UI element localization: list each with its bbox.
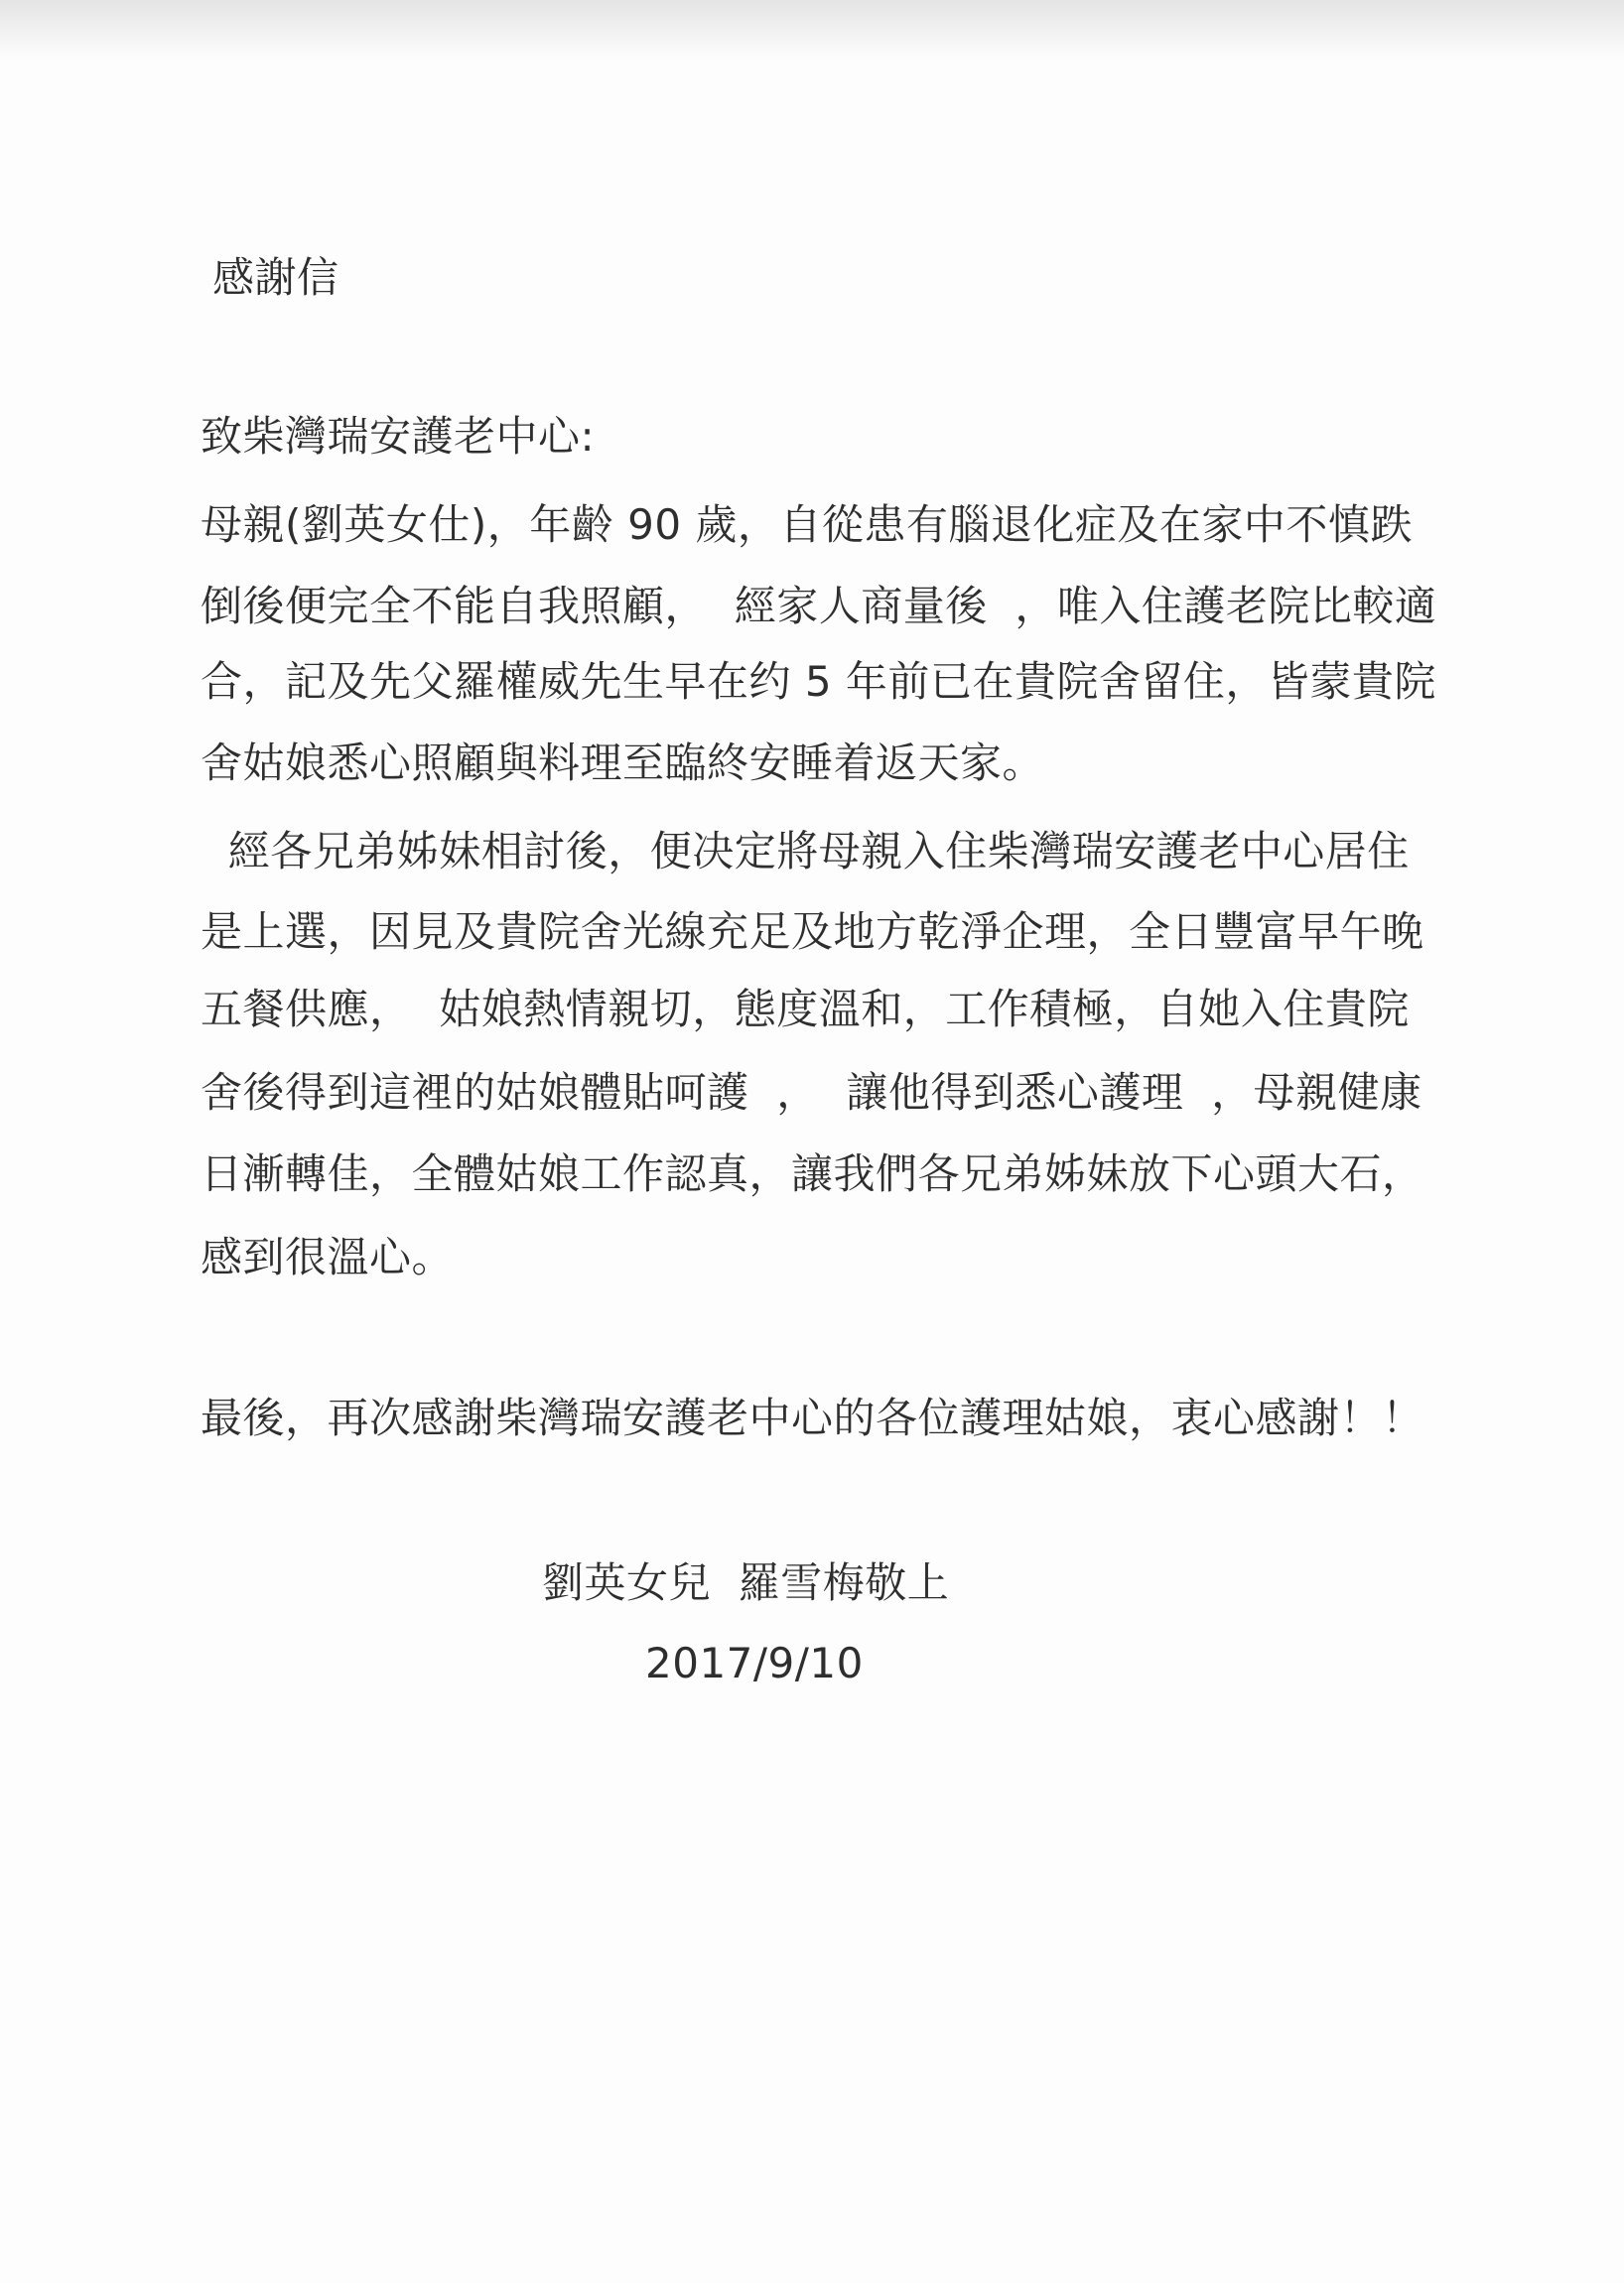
paragraph-line: 母親(劉英女仕)，年齡 90 歲，自從患有腦退化症及在家中不慎跌	[201, 500, 1413, 549]
paragraph-line: 感到很溫心。	[201, 1233, 455, 1281]
paragraph-line: 日漸轉佳，全體姑娘工作認真，讓我們各兄弟姊妹放下心頭大石，	[201, 1149, 1424, 1198]
date: 2017/9/10	[645, 1639, 864, 1687]
letter-title: 感謝信	[212, 253, 339, 302]
paragraph-line: 經各兄弟姊妹相討後，便决定將母親入住柴灣瑞安護老中心居住	[201, 827, 1410, 875]
paragraph-line: 舍姑娘悉心照顧與料理至臨終安睡着返天家。	[201, 739, 1045, 787]
paragraph-line: 是上選，因見及貴院舍光線充足及地方乾淨企理，全日豐富早午晚	[201, 907, 1424, 956]
salutation: 致柴灣瑞安護老中心:	[201, 412, 596, 461]
paragraph-line: 倒後便完全不能自我照顧， 經家人商量後 ，唯入住護老院比較適	[201, 582, 1437, 630]
scan-edge-shadow	[0, 0, 1624, 60]
signature: 劉英女兒 羅雪梅敬上	[542, 1558, 950, 1607]
paragraph-line: 舍後得到這裡的姑娘體貼呵護 ， 讓他得到悉心護理 ，母親健康	[201, 1068, 1422, 1117]
closing-line: 最後，再次感謝柴灣瑞安護老中心的各位護理姑娘，衷心感謝！！	[201, 1394, 1424, 1442]
paragraph-line: 五餐供應， 姑娘熱情親切，態度溫和，工作積極，自她入住貴院	[201, 985, 1410, 1033]
paragraph-line: 合，記及先父羅權威先生早在约 5 年前已在貴院舍留住，皆蒙貴院	[201, 657, 1436, 706]
